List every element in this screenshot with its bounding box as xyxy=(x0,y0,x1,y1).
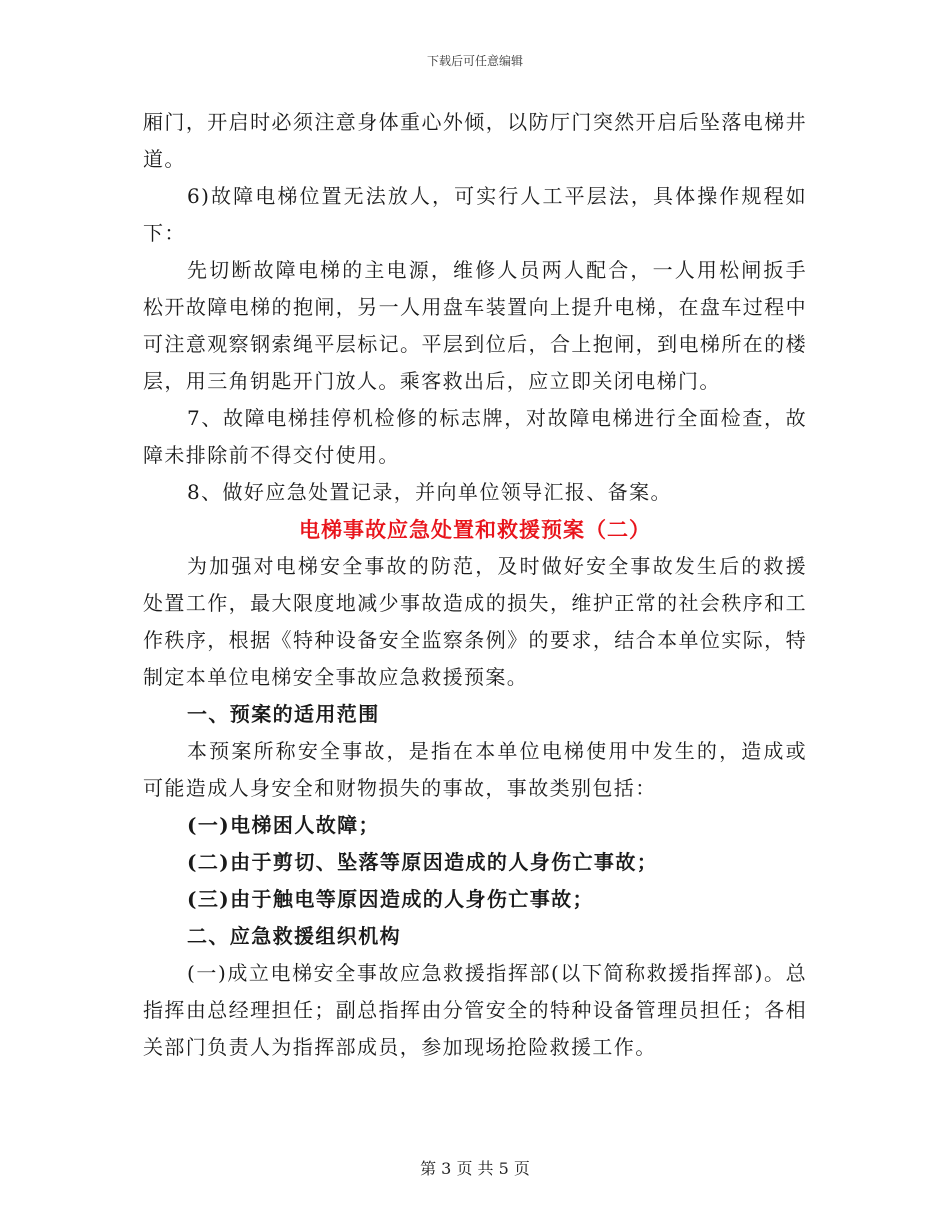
paragraph-step-6: 6)故障电梯位置无法放人，可实行人工平层法，具体操作规程如下： xyxy=(143,184,807,245)
heading-organization: 二、应急救援组织机构 xyxy=(187,924,401,948)
list-item-3: (三)由于触电等原因造成的人身伤亡事故； xyxy=(187,887,594,911)
paragraph-scope: 本预案所称安全事故，是指在本单位电梯使用中发生的，造成或可能造成人身安全和财物损失的事故，事故类别包括： xyxy=(143,739,807,800)
document-body xyxy=(143,104,807,1066)
paragraph-continuation: 厢门，开启时必须注意身体重心外倾，以防厅门突然开启后坠落电梯井道。 xyxy=(143,110,807,171)
paragraph-manual-leveling: 先切断故障电梯的主电源，维修人员两人配合，一人用松闸扳手松开故障电梯的抱闸，另一人用盘车装置向上提升电梯，在盘车过程中可注意观察钢索绳平层标记。平层到位后，合上抱闸，到电梯所在的楼层，用三角钥匙开门放人。乘客救出后，应立即关闭电梯门。 xyxy=(143,258,807,393)
list-item-1: (一)电梯困人故障； xyxy=(187,813,380,837)
paragraph-organization: (一)成立电梯安全事故应急救援指挥部(以下简称救援指挥部)。总指挥由总经理担任；副总指挥由分管安全的特种设备管理员担任；各相关部门负责人为指挥部成员，参加现场抢险救援工作。 xyxy=(143,961,807,1059)
paragraph-intro: 为加强对电梯安全事故的防范，及时做好安全事故发生后的救援处置工作，最大限度地减少事故造成的损失，维护正常的社会秩序和工作秩序，根据《特种设备安全监察条例》的要求，结合本单位实际，特制定本单位电梯安全事故应急救援预案。 xyxy=(143,554,807,689)
heading-scope: 一、预案的适用范围 xyxy=(187,702,380,726)
section-title: 电梯事故应急处置和救援预案（二） xyxy=(299,517,651,542)
page-footer: 第 3 页 共 5 页 xyxy=(420,1159,530,1178)
page-header: 下载后可任意编辑 xyxy=(426,54,523,68)
list-item-2: (二)由于剪切、坠落等原因造成的人身伤亡事故； xyxy=(187,850,659,874)
paragraph-step-8: 8、做好应急处置记录，并向单位领导汇报、备案。 xyxy=(187,480,672,504)
paragraph-step-7: 7、故障电梯挂停机检修的标志牌，对故障电梯进行全面检查，故障未排除前不得交付使用。 xyxy=(143,406,807,467)
